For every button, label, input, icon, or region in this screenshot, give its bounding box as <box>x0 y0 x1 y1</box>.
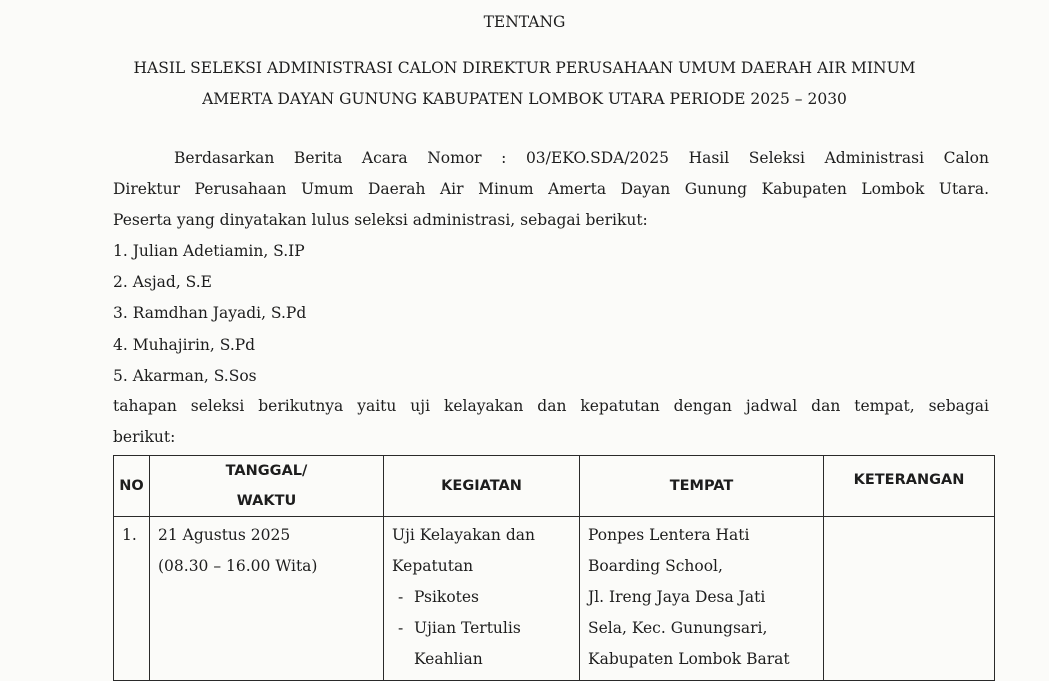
header-kegiatan: KEGIATAN <box>384 456 580 517</box>
header-tanggal-waktu <box>150 456 384 517</box>
header-tanggal: TANGGAL/ <box>225 463 308 479</box>
place-line-3: Jl. Ireng Jaya Desa Jati <box>588 588 766 606</box>
row-date-time <box>150 517 384 681</box>
schedule-table <box>113 455 995 681</box>
document-title-line-2: AMERTA DAYAN GUNUNG KABUPATEN LOMBOK UTARA PERIODE 2025 – 2030 <box>202 90 847 108</box>
intro-paragraph-line-3: Peserta yang dinyatakan lulus seleksi administrasi, sebagai berikut: <box>113 211 648 229</box>
header-tempat: TEMPAT <box>580 456 824 517</box>
document-title-line-1: HASIL SELEKSI ADMINISTRASI CALON DIREKTUR PERUSAHAAN UMUM DAERAH AIR MINUM <box>133 59 916 77</box>
row-remarks <box>824 517 995 681</box>
table-header-row <box>114 456 995 517</box>
participant-item: 5. Akarman, S.Sos <box>113 367 257 385</box>
heading-tentang: TENTANG <box>483 13 566 31</box>
dash-bullet: - <box>398 588 404 606</box>
header-no: NO <box>114 456 150 517</box>
table-row <box>114 517 995 681</box>
header-keterangan: KETERANGAN <box>824 456 995 517</box>
activity-item-label: Psikotes <box>414 588 480 606</box>
activity-title-line-1: Uji Kelayakan dan <box>392 526 535 544</box>
row-date: 21 Agustus 2025 <box>158 526 291 544</box>
activity-item-label: Ujian Tertulis <box>414 619 521 637</box>
participant-item: 2. Asjad, S.E <box>113 273 212 291</box>
next-stage-line-2: berikut: <box>113 428 176 446</box>
intro-paragraph-line-2: Direktur Perusahaan Umum Daerah Air Minum Amerta Dayan Gunung Kabupaten Lombok Utara. <box>113 180 989 198</box>
participant-item: 4. Muhajirin, S.Pd <box>113 336 256 354</box>
row-place <box>580 517 824 681</box>
row-time: (08.30 – 16.00 Wita) <box>158 557 318 575</box>
activity-item-continuation: Keahlian <box>414 650 483 668</box>
place-line-2: Boarding School, <box>588 557 723 575</box>
participant-item: 3. Ramdhan Jayadi, S.Pd <box>113 304 307 322</box>
intro-paragraph-line-1: Berdasarkan Berita Acara Nomor : 03/EKO.SDA/2025 Hasil Seleksi Administrasi Calon <box>174 149 989 167</box>
activity-item-psikotes <box>392 582 571 613</box>
dash-bullet: - <box>398 619 404 637</box>
row-number: 1. <box>114 517 150 681</box>
activity-title-line-2: Kepatutan <box>392 557 474 575</box>
next-stage-line-1: tahapan seleksi berikutnya yaitu uji kelayakan dan kepatutan dengan jadwal dan tempat, sebagai <box>113 397 989 415</box>
row-activity <box>384 517 580 681</box>
activity-item-ujian-tertulis <box>392 613 571 644</box>
place-line-5: Kabupaten Lombok Barat <box>588 650 790 668</box>
place-line-4: Sela, Kec. Gunungsari, <box>588 619 768 637</box>
place-line-1: Ponpes Lentera Hati <box>588 526 750 544</box>
header-waktu: WAKTU <box>236 493 297 509</box>
participant-item: 1. Julian Adetiamin, S.IP <box>113 242 305 260</box>
